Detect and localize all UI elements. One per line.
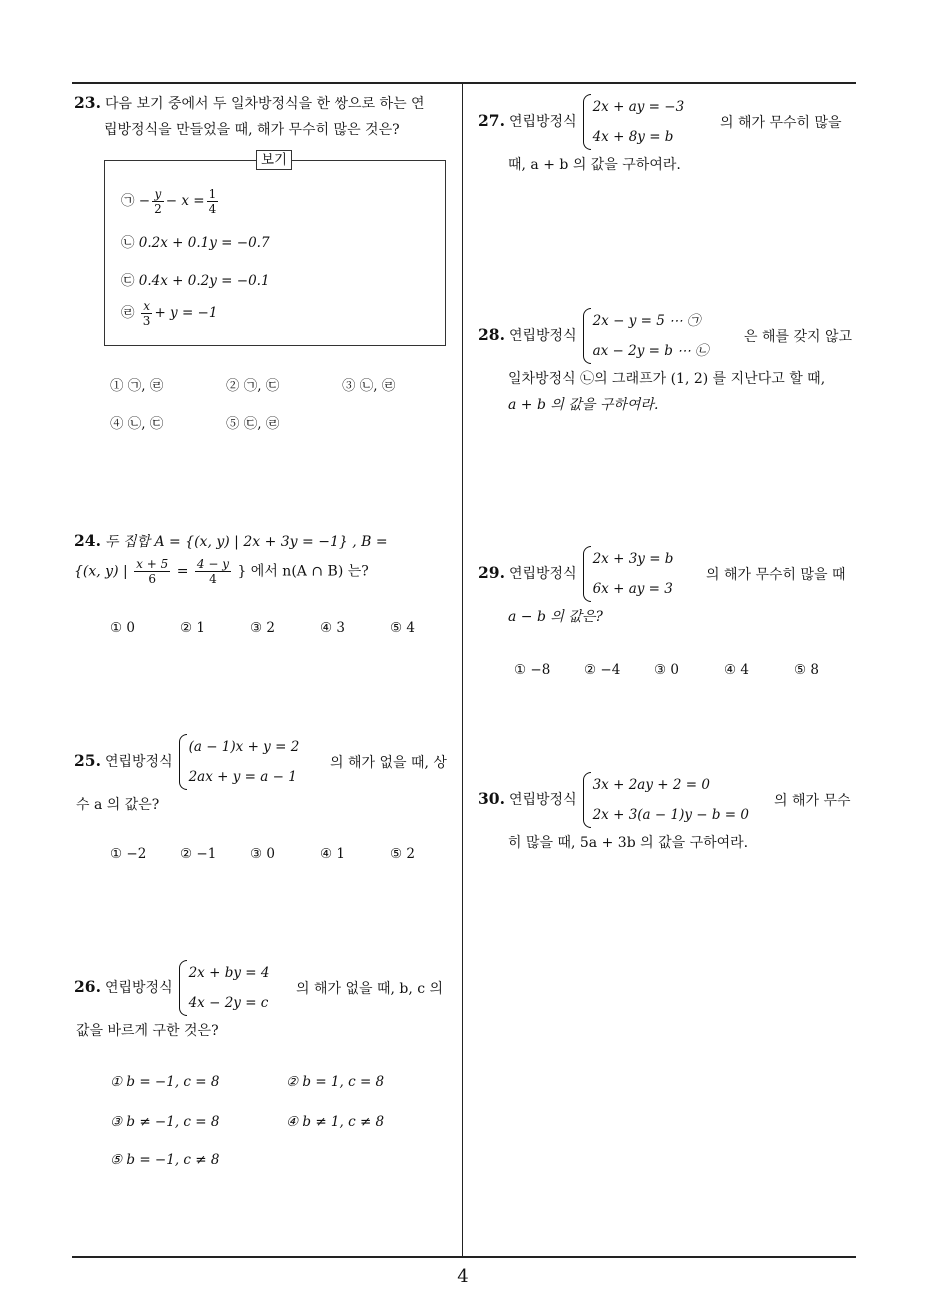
question-text-line2: 일차방정식 ㉡의 그래프가 (1, 2) 를 지난다고 할 때,	[508, 371, 826, 387]
question-text-line2: 립방정식을 만들었을 때, 해가 무수히 많은 것은?	[104, 122, 400, 138]
example-item-2: ㉡ 0.2x + 0.1y = −0.7	[121, 235, 270, 251]
column-divider	[462, 82, 463, 1257]
equation-system: 2x + 3y = b 6x + ay = 3	[581, 544, 674, 604]
question-23	[74, 90, 456, 143]
question-number: 24.	[74, 531, 101, 550]
equation-system: 2x − y = 5 ⋯ ㉠ ax − 2y = b ⋯ ㉡	[581, 306, 709, 366]
option-5[interactable]: ⑤ b = −1, c ≠ 8	[110, 1152, 220, 1168]
option-4[interactable]: ④ 1	[320, 846, 345, 862]
option-3[interactable]: ③ ㉡, ㉣	[342, 378, 396, 394]
example-item-3: ㉢ 0.4x + 0.2y = −0.1	[121, 273, 270, 289]
question-26: 26. 연립방정식 2x + by = 4 4x − 2y = c 의 해가 없을 때, b, c 의 값을 바르게 구한 것은?	[74, 958, 456, 1044]
example-item-1: ㉠ − $\frac{y}{2}$ − x = $\frac{1}{4}$	[121, 187, 217, 216]
answer-options	[74, 1110, 456, 1134]
option-3[interactable]: ③ b ≠ −1, c = 8	[110, 1114, 220, 1130]
option-2[interactable]: ② −4	[584, 662, 621, 678]
fraction: $\frac{4 - y}{4}$	[196, 557, 229, 586]
right-column	[478, 88, 860, 1248]
question-number: 25.	[74, 751, 101, 770]
option-3[interactable]: ③ 0	[250, 846, 275, 862]
question-text-line2: a − b 의 값은?	[508, 609, 603, 625]
option-3[interactable]: ③ 2	[250, 620, 275, 636]
fraction: $\frac{y}{2}$	[154, 187, 162, 216]
option-4[interactable]: ④ 4	[724, 662, 749, 678]
answer-options	[74, 842, 456, 866]
left-column	[74, 88, 456, 1248]
question-number: 30.	[478, 789, 505, 808]
question-text-line2: 수 a 의 값은?	[76, 797, 160, 813]
fraction: $\frac{1}{4}$	[208, 187, 217, 216]
question-number: 29.	[478, 563, 505, 582]
option-1[interactable]: ① −8	[514, 662, 551, 678]
question-text: 의 해가 없을 때, 상	[330, 755, 447, 771]
question-28: 28. 연립방정식 2x − y = 5 ⋯ ㉠ ax − 2y = b ⋯ ㉡ 은 해를 갖지 않고 일차방정식 ㉡의 그래프가 (1, 2) 를 지난다고 할 때, a + b 의 값을 구하여라.	[478, 306, 860, 418]
option-2[interactable]: ② b = 1, c = 8	[286, 1074, 385, 1090]
question-text: 은 해를 갖지 않고	[744, 329, 853, 345]
question-text-line2: 값을 바르게 구한 것은?	[76, 1023, 219, 1039]
option-3[interactable]: ③ 0	[654, 662, 679, 678]
question-text: 의 해가 무수히 많을	[720, 115, 842, 131]
question-number: 27.	[478, 111, 505, 130]
answer-options	[74, 1148, 456, 1172]
question-text: 의 해가 없을 때, b, c 의	[296, 981, 444, 997]
answer-options	[74, 412, 456, 436]
equation-system: 3x + 2ay + 2 = 0 2x + 3(a − 1)y − b = 0	[581, 770, 749, 830]
option-1[interactable]: ① 0	[110, 620, 135, 636]
question-text: 의 해가 무수히 많을 때	[706, 567, 846, 583]
question-text: 의 해가 무수	[774, 793, 851, 809]
answer-options	[478, 658, 860, 682]
equation-system: 2x + ay = −3 4x + 8y = b	[581, 92, 685, 152]
question-text-line2: 히 많을 때, 5a + 3b 의 값을 구하여라.	[508, 835, 749, 851]
example-box	[104, 160, 446, 346]
answer-options	[74, 616, 456, 640]
answer-options	[74, 1070, 456, 1094]
option-4[interactable]: ④ 3	[320, 620, 345, 636]
equation-system: (a − 1)x + y = 2 2ax + y = a − 1	[177, 732, 300, 792]
question-number: 26.	[74, 977, 101, 996]
option-5[interactable]: ⑤ 4	[390, 620, 415, 636]
question-29: 29. 연립방정식 2x + 3y = b 6x + ay = 3 의 해가 무수히 많을 때 a − b 의 값은?	[478, 544, 860, 630]
question-text: 두 집합 A = {(x, y) | 2x + 3y = −1} , B =	[104, 534, 388, 550]
question-number: 28.	[478, 325, 505, 344]
page-number: 4	[457, 1266, 469, 1287]
question-25: 25. 연립방정식 (a − 1)x + y = 2 2ax + y = a − 1 의 해가 없을 때, 상 수 a 의 값은?	[74, 732, 456, 818]
option-1[interactable]: ① −2	[110, 846, 147, 862]
option-5[interactable]: ⑤ 2	[390, 846, 415, 862]
question-24: 24. 두 집합 A = {(x, y) | 2x + 3y = −1} , B = {(x, y) | $\frac{x + 5}{6}$ = $\frac{4 - y}{4}$ } 에서 n(A ∩ B) 는?	[74, 531, 388, 586]
question-27: 27. 연립방정식 2x + ay = −3 4x + 8y = b 의 해가 무수히 많을 때, a + b 의 값을 구하여라.	[478, 92, 860, 178]
option-4[interactable]: ④ ㉡, ㉢	[110, 416, 164, 432]
option-2[interactable]: ② 1	[180, 620, 205, 636]
example-item-4: ㉣ $\frac{x}{3}$ + y = −1	[121, 299, 218, 328]
example-box-title: 보기	[256, 150, 292, 170]
option-4[interactable]: ④ b ≠ 1, c ≠ 8	[286, 1114, 385, 1130]
question-number: 23.	[74, 93, 101, 112]
question-text-line2: 때, a + b 의 값을 구하여라.	[508, 157, 681, 173]
fraction: $\frac{x}{3}$	[142, 299, 151, 328]
question-text-line3: a + b 의 값을 구하여라.	[508, 397, 659, 413]
top-rule	[72, 82, 856, 84]
equation-system: 2x + by = 4 4x − 2y = c	[177, 958, 270, 1018]
option-1[interactable]: ① ㉠, ㉣	[110, 378, 164, 394]
option-5[interactable]: ⑤ 8	[794, 662, 819, 678]
option-5[interactable]: ⑤ ㉢, ㉣	[226, 416, 280, 432]
bottom-rule	[72, 1256, 856, 1258]
question-30: 30. 연립방정식 3x + 2ay + 2 = 0 2x + 3(a − 1)y − b = 0 의 해가 무수 히 많을 때, 5a + 3b 의 값을 구하여라.	[478, 770, 860, 856]
option-2[interactable]: ② ㉠, ㉢	[226, 378, 280, 394]
answer-options	[74, 374, 456, 398]
option-2[interactable]: ② −1	[180, 846, 217, 862]
option-1[interactable]: ① b = −1, c = 8	[110, 1074, 220, 1090]
question-text: 다음 보기 중에서 두 일차방정식을 한 쌍으로 하는 연	[104, 96, 425, 112]
fraction: $\frac{x + 5}{6}$	[136, 557, 169, 586]
